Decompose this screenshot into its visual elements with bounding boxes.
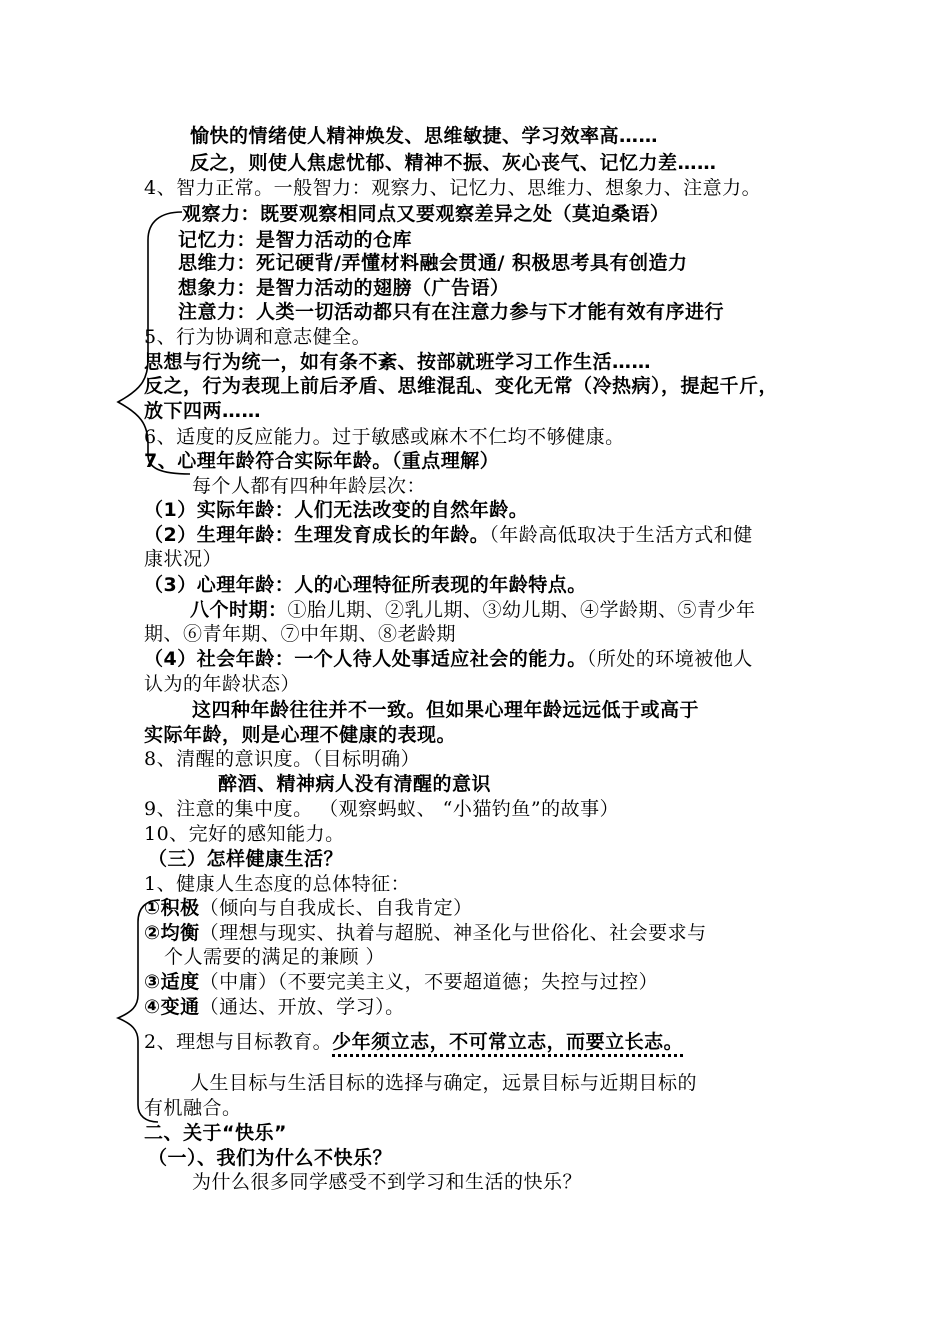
subsection-heading: （一）、我们为什么不快乐？	[148, 1147, 393, 1169]
text-line	[144, 523, 753, 547]
text-line: 反之，行为表现上前后矛盾、思维混乱、变化无常（冷热病），提起千斤，	[144, 375, 779, 397]
text-line: 反之，则使人焦虑忧郁、精神不振、灰心丧气、记忆力差……	[190, 152, 717, 174]
text-line: 实际年龄，则是心理不健康的表现。	[144, 724, 457, 746]
section-heading-10: 10、完好的感知能力。	[144, 823, 345, 845]
text-line: 期、⑥青年期、⑦中年期、⑧老龄期	[144, 623, 457, 645]
text-line: 醉酒、精神病人没有清醒的意识	[218, 773, 492, 795]
text-bold: ③适度	[144, 971, 200, 993]
text-bold: ①积极	[144, 897, 200, 919]
text-normal: （倾向与自我成长、自我肯定）	[199, 897, 473, 919]
text-normal: （理想与现实、执着与超脱、神圣化与世俗化、社会要求与	[199, 922, 707, 944]
text-line: （3）心理年龄：人的心理特征所表现的年龄特点。	[144, 574, 587, 596]
text-line: 每个人都有四种年龄层次：	[192, 475, 427, 497]
text-line: 记忆力：是智力活动的仓库	[178, 229, 413, 251]
subsection-heading: （三）怎样健康生活？	[148, 848, 344, 870]
section-heading: 二、关于“快乐”	[144, 1122, 287, 1144]
text-line	[144, 647, 753, 671]
text-bold: ②均衡	[144, 922, 200, 944]
section-heading-6: 6、适度的反应能力。过于敏感或麻木不仁均不够健康。	[144, 426, 625, 448]
text-line: 个人需要的满足的兼顾 ）	[164, 946, 386, 968]
text-line	[144, 921, 707, 945]
section-heading-7: 7、心理年龄符合实际年龄。（重点理解）	[144, 450, 500, 472]
text-line: 注意力：人类一切活动都只有在注意力参与下才能有效有序进行	[178, 301, 725, 323]
text-line: 思想与行为统一，如有条不紊、按部就班学习工作生活……	[144, 351, 652, 373]
text-line: 康状况）	[144, 548, 223, 570]
text-bold: 八个时期：	[190, 599, 288, 621]
text-line: 愉快的情绪使人精神焕发、思维敏捷、学习效率高……	[190, 125, 659, 147]
emphasis-text: 少年须立志，不可常立志，而要立长志。	[332, 1031, 684, 1053]
section-heading-5: 5、行为协调和意志健全。	[144, 326, 372, 348]
text-normal: （年龄高低取决于生活方式和健	[489, 524, 753, 546]
section-heading-9: 9、注意的集中度。 （观察蚂蚁、 “小猫钓鱼”的故事）	[144, 798, 620, 820]
text-line: 为什么很多同学感受不到学习和生活的快乐？	[192, 1171, 583, 1193]
text-line: 这四种年龄往往并不一致。但如果心理年龄远远低于或高于	[192, 699, 700, 721]
text-line: 想象力：是智力活动的翅膀（广告语）	[178, 277, 510, 299]
text-line: 认为的年龄状态）	[144, 673, 301, 695]
text-line	[144, 896, 473, 920]
text-line	[144, 1030, 683, 1054]
text-line: 1、健康人生态度的总体特征：	[144, 873, 411, 895]
text-normal: ①胎儿期、②乳儿期、③幼儿期、④学龄期、⑤青少年	[287, 599, 756, 621]
text-line: 观察力：既要观察相同点又要观察差异之处（莫迫桑语）	[182, 203, 670, 225]
text-line	[144, 970, 658, 994]
section-heading-4: 4、智力正常。一般智力：观察力、记忆力、思维力、想象力、注意力。	[144, 177, 762, 199]
text-line	[190, 598, 756, 622]
section-heading-8: 8、清醒的意识度。（目标明确）	[144, 748, 421, 770]
text-normal: （中庸）（不要完美主义，不要超道德；失控与过控）	[199, 971, 659, 993]
text-normal: （所处的环境被他人	[586, 648, 753, 670]
text-normal: 2、理想与目标教育。	[144, 1031, 333, 1053]
text-bold: （4）社会年龄：一个人待人处事适应社会的能力。	[144, 648, 587, 670]
text-line: （1）实际年龄：人们无法改变的自然年龄。	[144, 499, 529, 521]
text-line: 放下四两……	[144, 400, 262, 422]
text-bold: ④变通	[144, 996, 200, 1018]
text-normal: （通达、开放、学习）。	[199, 996, 405, 1018]
text-line	[144, 995, 405, 1019]
text-line: 人生目标与生活目标的选择与确定，远景目标与近期目标的	[190, 1072, 698, 1094]
text-line: 思维力：死记硬背/弄懂材料融会贯通/ 积极思考具有创造力	[178, 252, 688, 274]
text-line: 有机融合。	[144, 1097, 242, 1119]
text-bold: （2）生理年龄：生理发育成长的年龄。	[144, 524, 490, 546]
